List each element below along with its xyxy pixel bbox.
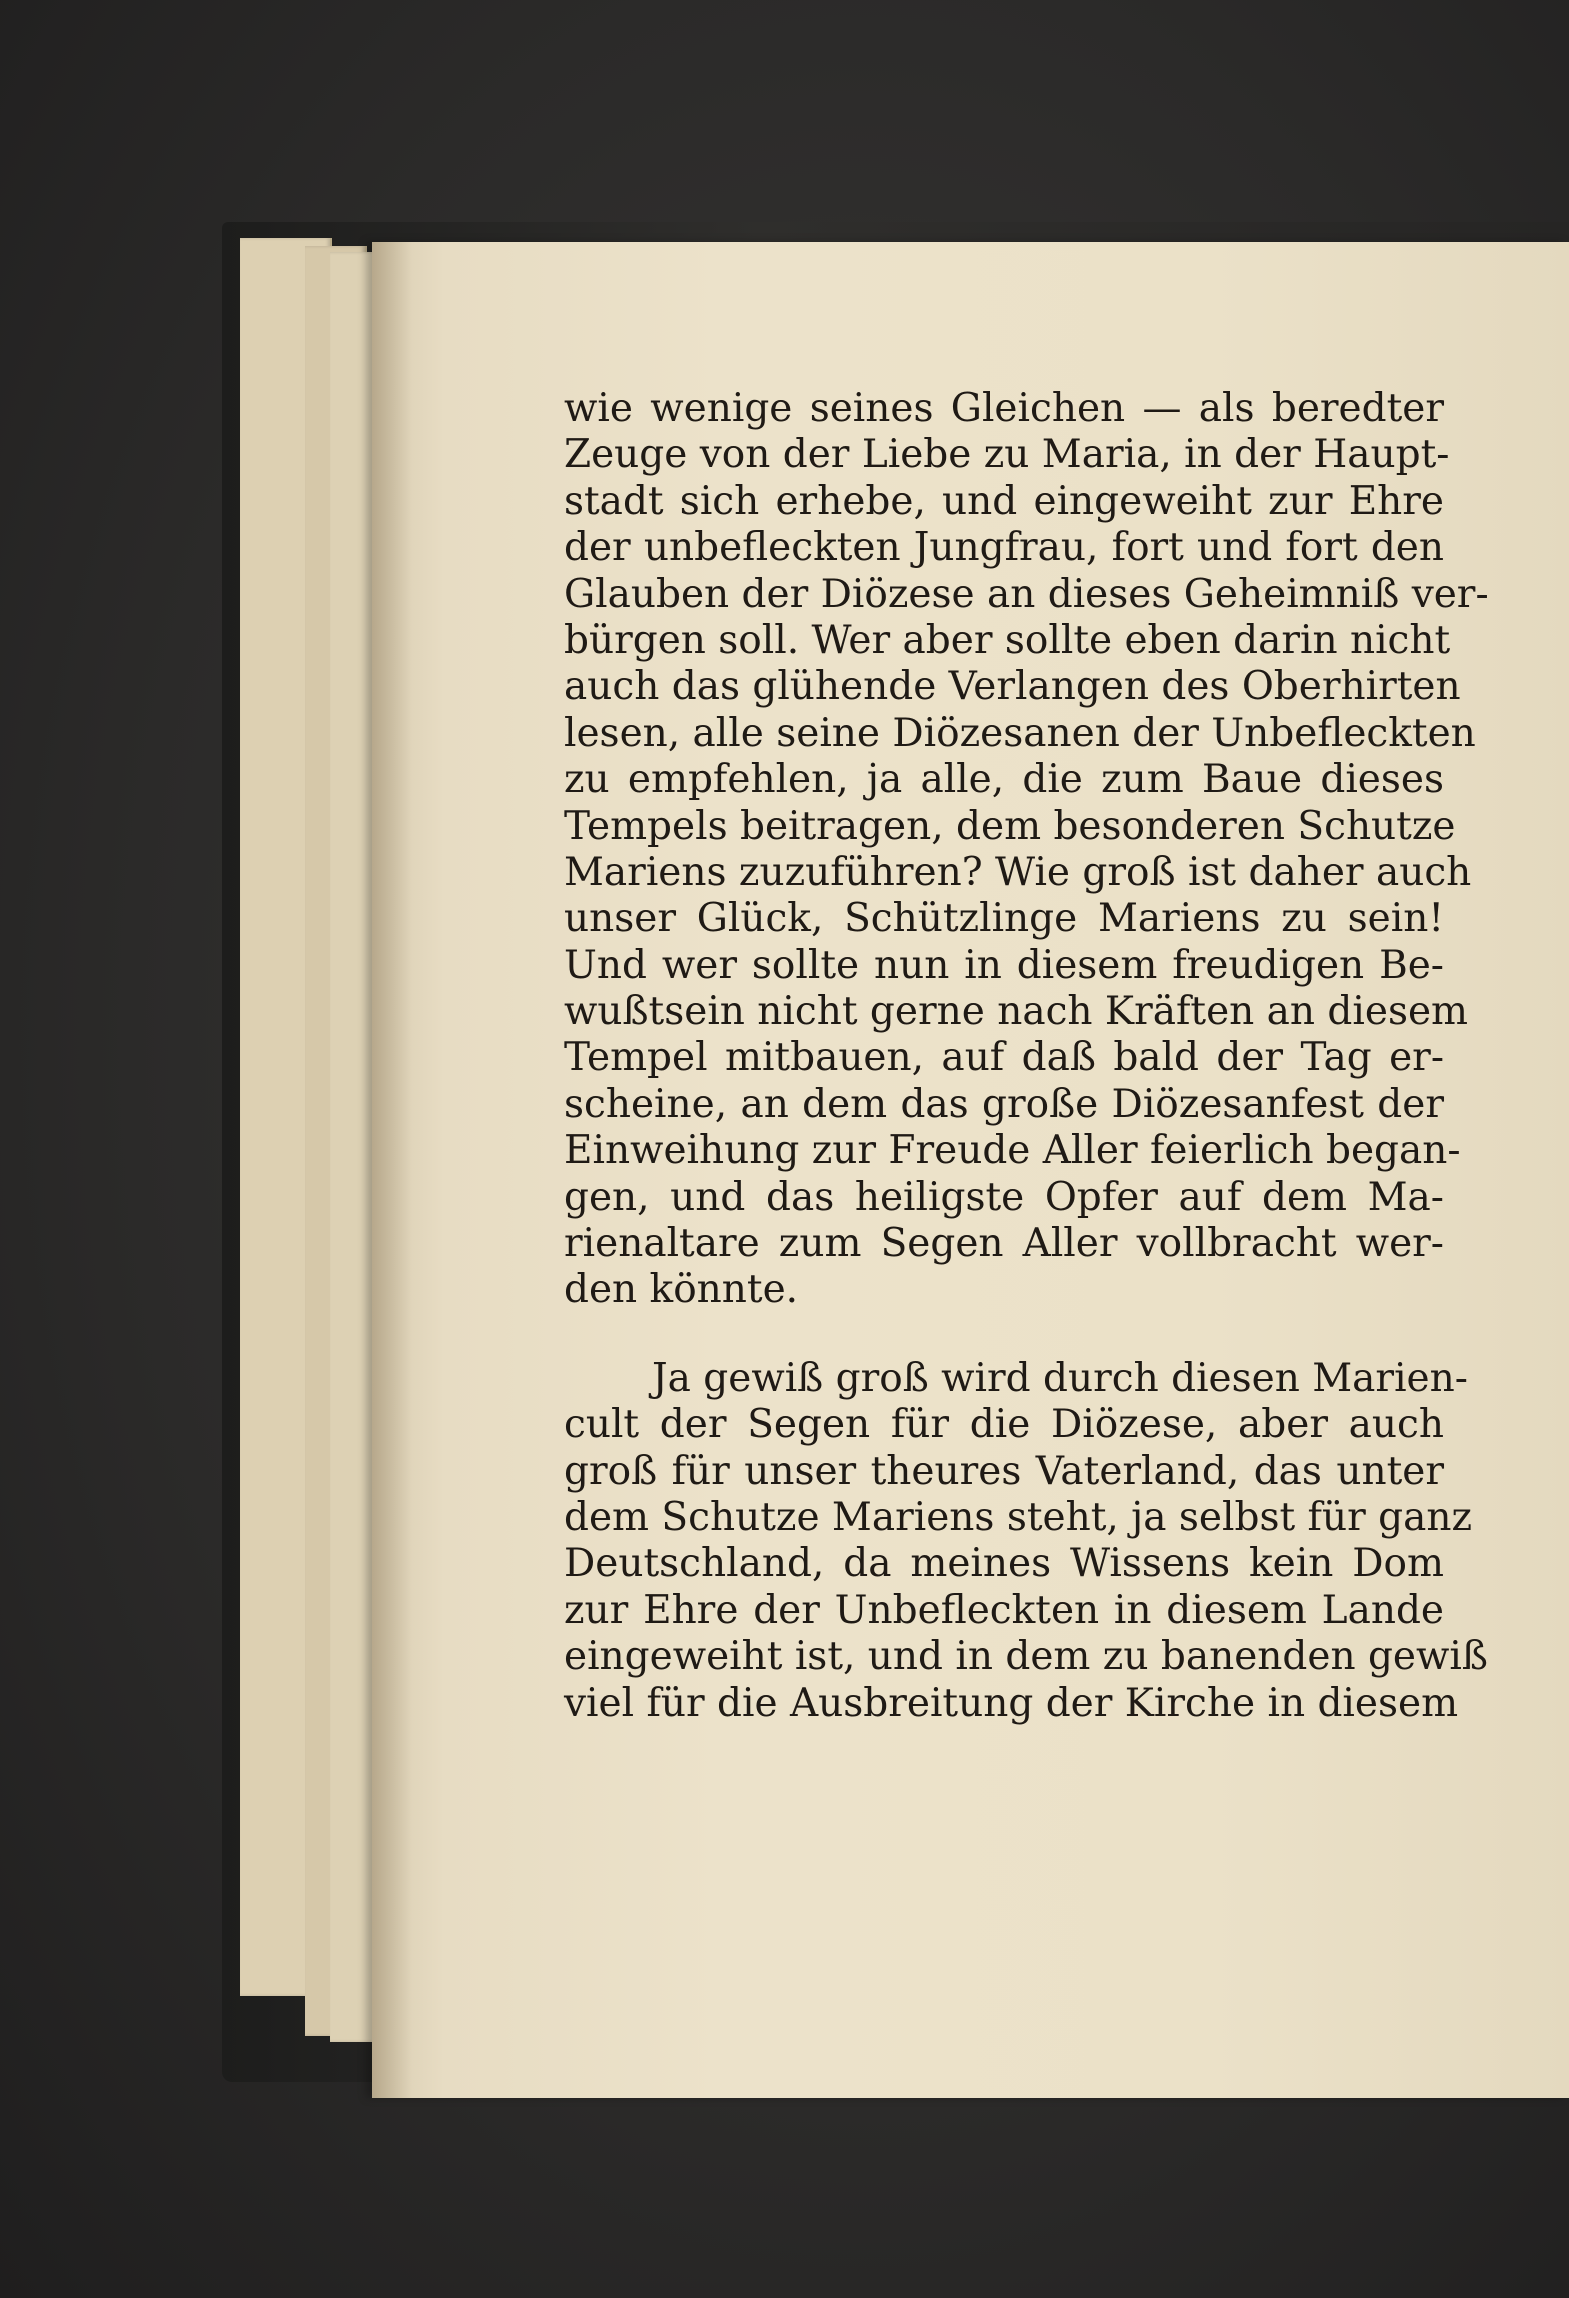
text-line: gen, und das heiligste Opfer auf dem Ma- [564,1174,1444,1220]
text-line: Ja gewiß groß wird durch diesen Marien- [652,1355,1468,1401]
paragraph-gap [564,1314,1444,1356]
text-line: Mariens zuzuführen? Wie groß ist daher auch [564,849,1472,895]
page-gutter-shadow [372,242,412,2098]
paragraph-1 [564,386,1489,1314]
text-line: der unbefleckten Jungfrau, fort und fort den [564,525,1444,571]
text-line: lesen, alle seine Diözesanen der Unbefleckten [564,710,1476,756]
text-line: cult der Segen für die Diözese, aber auch [564,1402,1444,1448]
page-text [564,386,1489,1727]
text-line: zu empfehlen, ja alle, die zum Baue dieses [564,757,1444,803]
text-line: unser Glück, Schützlinge Mariens zu sein! [564,896,1444,942]
text-line: auch das glühende Verlangen des Oberhirten [564,664,1461,710]
text-line: Deutschland, da meines Wissens kein Dom [564,1541,1444,1587]
text-line: Glauben der Diözese an dieses Geheimniß ver- [564,571,1489,617]
paragraph-2 [564,1355,1488,1727]
text-line: dem Schutze Mariens steht, ja selbst für ganz [564,1494,1473,1540]
text-line: scheine, an dem das große Diözesanfest der [564,1081,1444,1127]
text-line: Tempel mitbauen, auf daß bald der Tag er- [564,1035,1444,1081]
text-line: stadt sich erhebe, und eingeweiht zur Ehre [564,478,1444,524]
text-line: bürgen soll. Wer aber sollte eben darin nicht [564,617,1451,663]
text-line: Tempels beitragen, dem besonderen Schutze [564,803,1456,849]
text-line: wußtsein nicht gerne nach Kräften an diesem [564,989,1469,1035]
text-line: groß für unser theures Vaterland, das unter [564,1448,1444,1494]
text-line: Zeuge von der Liebe zu Maria, in der Haupt- [564,432,1450,478]
text-line: eingeweiht ist, und in dem zu banenden gewiß [564,1634,1488,1680]
text-line: viel für die Ausbreitung der Kirche in diesem [564,1680,1459,1726]
text-line: wie wenige seines Gleichen — als beredter [564,386,1444,431]
text-line: zur Ehre der Unbefleckten in diesem Lande [564,1587,1444,1633]
text-line: den könnte. [564,1267,799,1313]
text-line: rienaltare zum Segen Aller vollbracht wer- [564,1221,1444,1267]
text-line: Und wer sollte nun in diesem freudigen Be- [564,942,1444,988]
text-line: Einweihung zur Freude Aller feierlich began- [564,1128,1461,1174]
